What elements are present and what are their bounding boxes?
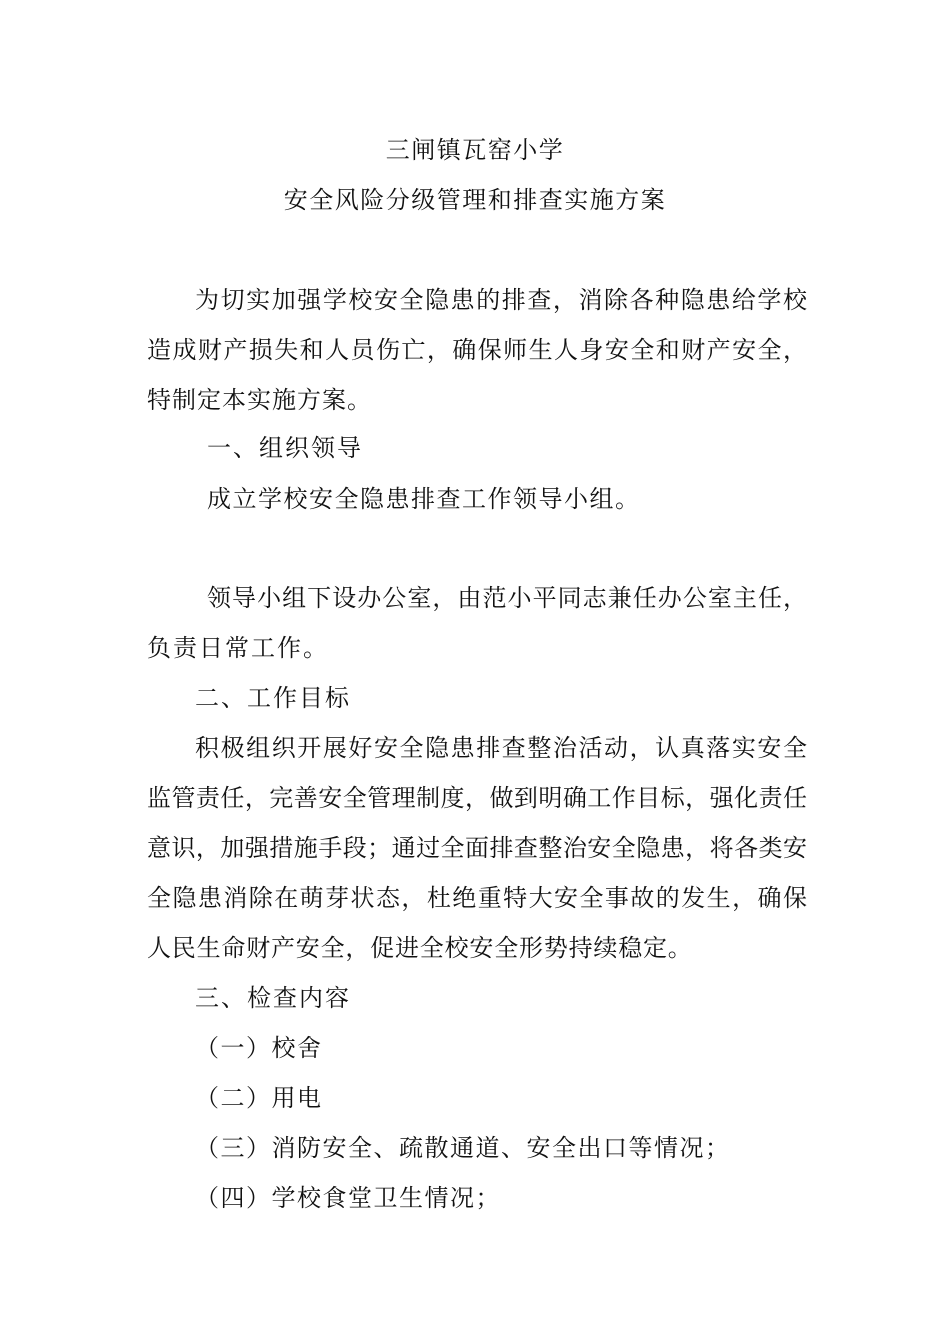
goals-line-3: 意识，加强措施手段；通过全面排查整治安全隐患，将各类安 xyxy=(147,834,807,862)
section-heading-organization: 一、组织领导 xyxy=(207,434,363,462)
intro-line-1: 为切实加强学校安全隐患的排查，消除各种隐患给学校 xyxy=(195,286,807,314)
document-title-plan: 安全风险分级管理和排查实施方案 xyxy=(283,186,667,214)
inspection-item-electricity: （二）用电 xyxy=(195,1084,323,1112)
inspection-item-canteen-hygiene: （四）学校食堂卫生情况； xyxy=(195,1184,501,1212)
goals-line-4: 全隐患消除在萌芽状态，杜绝重特大安全事故的发生，确保 xyxy=(147,884,807,912)
organization-paragraph-2-line-2: 负责日常工作。 xyxy=(147,634,329,662)
intro-line-2: 造成财产损失和人员伤亡，确保师生人身安全和财产安全， xyxy=(147,336,807,364)
organization-paragraph-2-line-1: 领导小组下设办公室，由范小平同志兼任办公室主任， xyxy=(207,584,807,612)
section-heading-inspection: 三、检查内容 xyxy=(195,984,351,1012)
section-heading-goals: 二、工作目标 xyxy=(195,684,351,712)
intro-line-3: 特制定本实施方案。 xyxy=(147,386,372,414)
goals-line-5: 人民生命财产安全，促进全校安全形势持续稳定。 xyxy=(147,934,693,962)
goals-line-2: 监管责任，完善安全管理制度，做到明确工作目标，强化责任 xyxy=(147,784,807,812)
goals-line-1: 积极组织开展好安全隐患排查整治活动，认真落实安全 xyxy=(195,734,807,762)
inspection-item-school-buildings: （一）校舍 xyxy=(195,1034,323,1062)
inspection-item-fire-safety: （三）消防安全、疏散通道、安全出口等情况； xyxy=(195,1134,731,1162)
document-title-school: 三闸镇瓦窑小学 xyxy=(385,136,565,164)
organization-paragraph-1: 成立学校安全隐患排查工作领导小组。 xyxy=(207,485,641,513)
